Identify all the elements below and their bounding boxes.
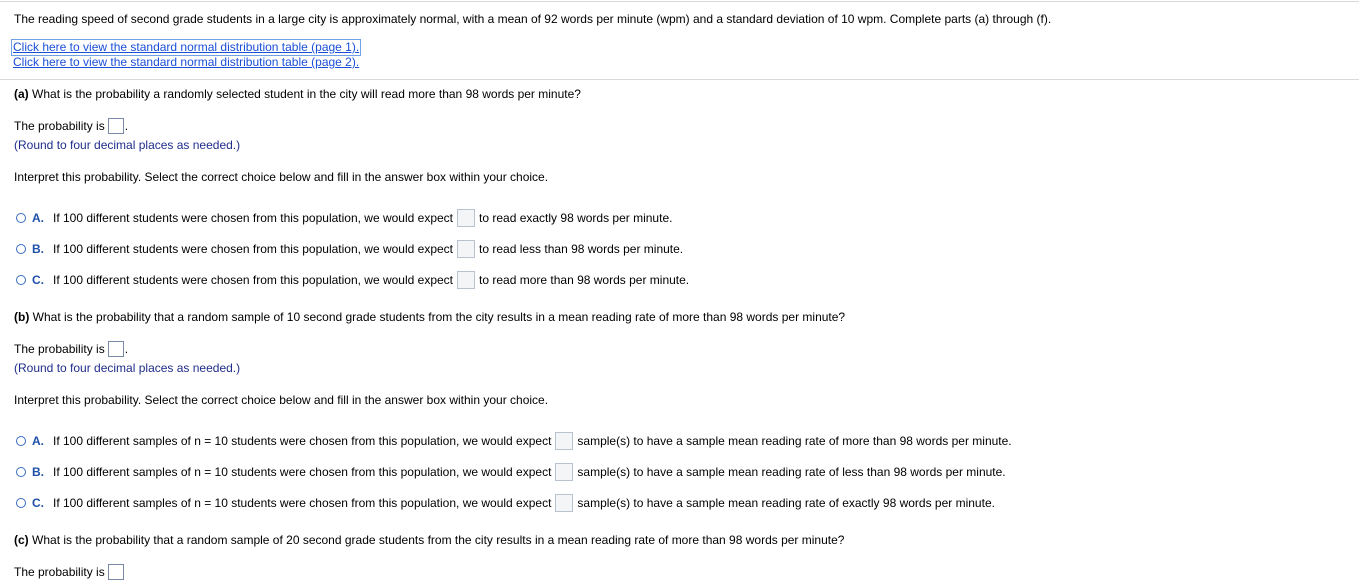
table-links (12, 40, 360, 70)
part-a-choice-a[interactable] (16, 208, 672, 228)
part-c-probability (14, 564, 125, 580)
part-c-tag: (c) (14, 533, 29, 547)
part-b-choice-c-input[interactable] (555, 494, 573, 512)
part-b-round-note: (Round to four decimal places as needed.) (14, 361, 241, 375)
part-b-choice-a-radio[interactable] (16, 436, 26, 446)
part-a-choice-c[interactable] (16, 270, 689, 290)
part-b-choice-b[interactable] (16, 462, 1006, 482)
choice-text: If 100 different students were chosen from this population, we would expect (53, 242, 454, 256)
part-b-choice-c-radio[interactable] (16, 498, 26, 508)
part-b-tag: (b) (14, 310, 30, 324)
choice-letter: C. (32, 273, 44, 287)
choice-letter: B. (32, 242, 44, 256)
choice-letter: A. (32, 211, 44, 225)
part-a-choice-a-radio[interactable] (16, 213, 26, 223)
choice-text: to read more than 98 words per minute. (479, 273, 690, 287)
part-c-probability-input[interactable] (108, 564, 124, 580)
part-a-round-note: (Round to four decimal places as needed.) (14, 138, 241, 152)
choice-text: sample(s) to have a sample mean reading rate of more than 98 words per minute. (577, 434, 1012, 448)
part-a-tag: (a) (14, 87, 29, 101)
part-b-probability: The probability is . (14, 342, 129, 356)
choice-text: sample(s) to have a sample mean reading rate of exactly 98 words per minute. (577, 496, 995, 510)
part-b-question-text: What is the probability that a random sample of 10 second grade students from the city results in a mean reading rate of more than 98 words per minute? (32, 310, 846, 324)
part-b-prob-label: The probability is (14, 342, 105, 356)
part-a-probability-input[interactable] (108, 118, 124, 134)
part-a-choice-b-input[interactable] (457, 240, 475, 258)
part-a-probability: The probability is . (14, 119, 129, 133)
part-b-choice-b-radio[interactable] (16, 467, 26, 477)
choice-text: If 100 different samples of n = 10 students were chosen from this population, we would expect (53, 434, 552, 448)
choice-text: If 100 different samples of n = 10 students were chosen from this population, we would expect (53, 496, 552, 510)
part-a-choice-b-radio[interactable] (16, 244, 26, 254)
part-c-prob-label: The probability is (14, 565, 105, 579)
choice-text: If 100 different students were chosen from this population, we would expect (53, 273, 454, 287)
part-b-probability-input[interactable] (108, 341, 124, 357)
part-c-question (14, 533, 844, 548)
problem-intro: The reading speed of second grade students in a large city is approximately normal, with a mean of 92 words per minute (wpm) and a standard deviation of 10 wpm. Complete parts (a) through (f). (14, 12, 1052, 26)
part-a-choice-c-input[interactable] (457, 271, 475, 289)
choice-text: to read exactly 98 words per minute. (479, 211, 673, 225)
part-a-prob-label: The probability is (14, 119, 105, 133)
part-b-choice-b-input[interactable] (555, 463, 573, 481)
choice-letter: A. (32, 434, 44, 448)
part-a-interpret: Interpret this probability. Select the correct choice below and fill in the answer box within your choice. (14, 170, 549, 184)
part-b-choice-a-input[interactable] (555, 432, 573, 450)
part-b-question (14, 310, 845, 325)
part-a-choice-a-input[interactable] (457, 209, 475, 227)
top-divider (0, 1, 1359, 2)
part-c-question-text: What is the probability that a random sample of 20 second grade students from the city results in a mean reading rate of more than 98 words per minute? (32, 533, 845, 547)
choice-letter: B. (32, 465, 44, 479)
part-b-choice-c[interactable] (16, 493, 995, 513)
choice-text: If 100 different samples of n = 10 students were chosen from this population, we would expect (53, 465, 552, 479)
choice-letter: C. (32, 496, 44, 510)
choice-text: If 100 different students were chosen from this population, we would expect (53, 211, 454, 225)
part-a-question-text: What is the probability a randomly selected student in the city will read more than 98 words per minute? (32, 87, 581, 101)
normal-table-page1-link[interactable]: Click here to view the standard normal distribution table (page 1). (13, 40, 360, 54)
section-divider (0, 79, 1359, 80)
part-b-interpret: Interpret this probability. Select the correct choice below and fill in the answer box within your choice. (14, 393, 549, 407)
choice-text: to read less than 98 words per minute. (479, 242, 684, 256)
part-a-question (14, 87, 581, 102)
choice-text: sample(s) to have a sample mean reading rate of less than 98 words per minute. (577, 465, 1006, 479)
normal-table-page2-link[interactable]: Click here to view the standard normal distribution table (page 2). (13, 55, 360, 69)
part-a-choice-c-radio[interactable] (16, 275, 26, 285)
part-a-choice-b[interactable] (16, 239, 683, 259)
part-b-choice-a[interactable] (16, 431, 1012, 451)
